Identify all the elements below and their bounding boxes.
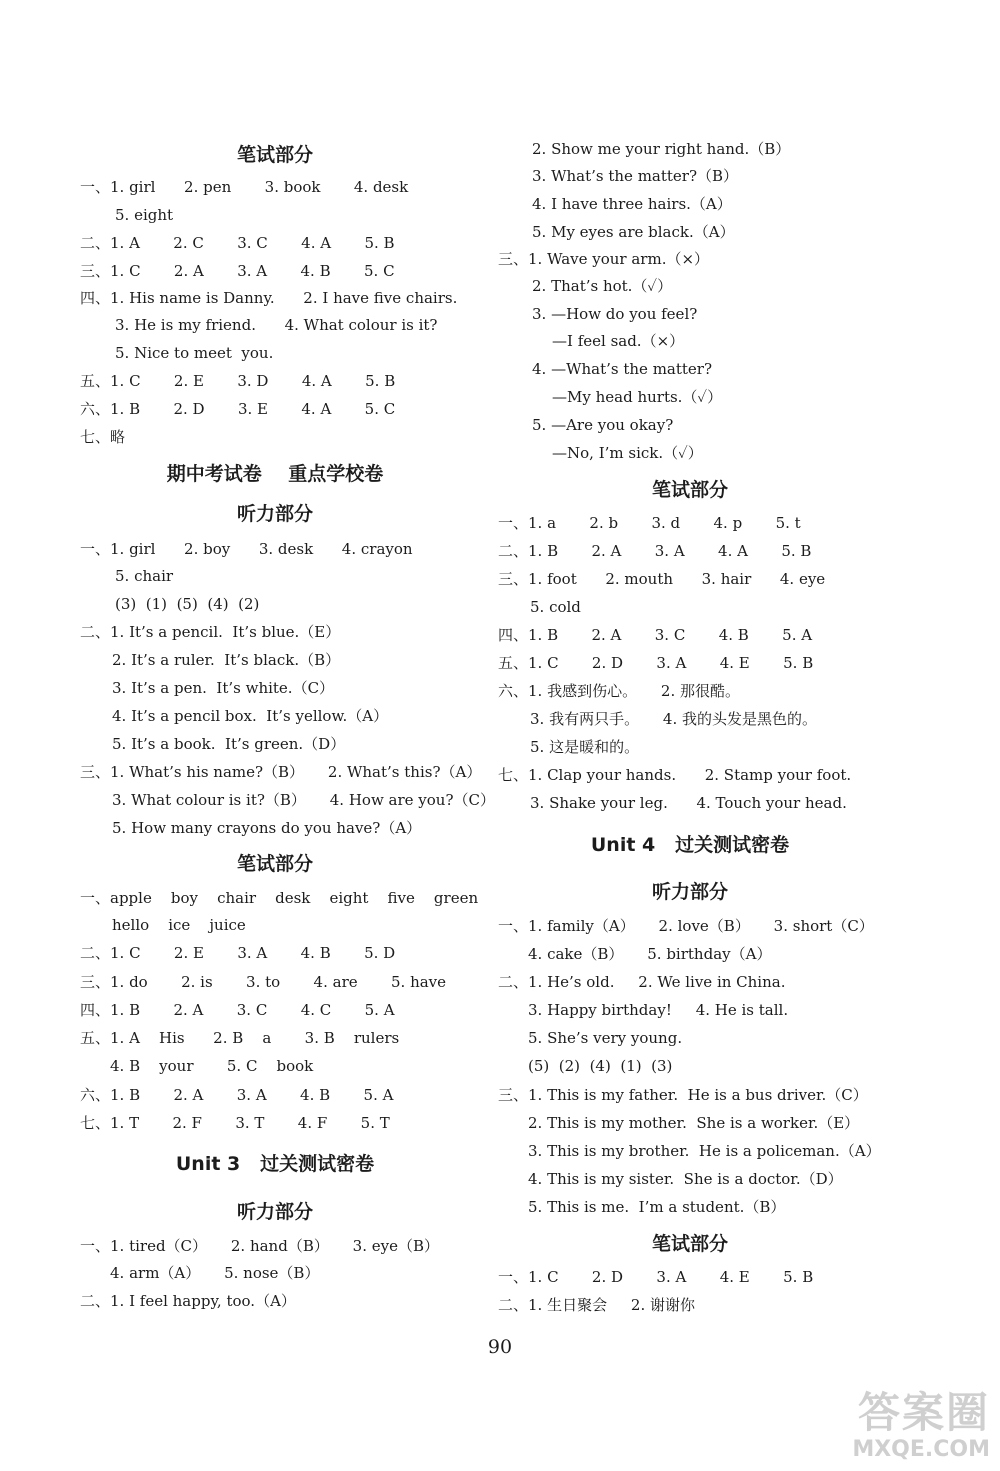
answer-line: 5. This is me. I’m a student.（B） <box>528 1198 786 1216</box>
answer-line: 2. That’s hot.（✓） <box>532 277 673 295</box>
answer-line: 3. 我有两只手。 4. 我的头发是黑色的。 <box>530 710 818 728</box>
answer-line: 二、1. He’s old. 2. We live in China. <box>498 973 786 991</box>
answer-line: (5) (2) (4) (1) (3) <box>528 1057 673 1075</box>
answer-line: 5. —Are you okay? <box>532 416 674 434</box>
answer-line: 七、1. Clap your hands. 2. Stamp your foot. <box>498 766 852 784</box>
answer-line: 3. What’s the matter?（B） <box>532 167 739 185</box>
unit4-label: Unit 4 <box>590 834 656 856</box>
answer-line: 三、1. do 2. is 3. to 4. are 5. have <box>80 973 447 991</box>
answer-line: 5. How many crayons do you have?（A） <box>112 819 422 837</box>
answer-line: 二、1. I feel happy, too.（A） <box>80 1292 296 1310</box>
answer-line: —My head hurts.（✓） <box>552 388 723 406</box>
answer-line: 5. cold <box>530 598 581 616</box>
midterm-exam-heading: 期中考试卷 重点学校卷 <box>166 463 384 485</box>
answer-line: 五、1. C 2. E 3. D 4. A 5. B <box>80 372 396 390</box>
answer-line: 一、1. family（A） 2. love（B） 3. short（C） <box>498 917 874 935</box>
watermark-logo: 答案圈 <box>857 1388 990 1437</box>
page-number: 90 <box>487 1336 513 1358</box>
answer-line: 5. 这是暖和的。 <box>530 738 640 756</box>
answer-line: 3. Shake your leg. 4. Touch your head. <box>530 794 847 812</box>
answer-line: 3. —How do you feel? <box>532 305 698 323</box>
answer-line: 六、1. B 2. A 3. A 4. B 5. A <box>80 1086 394 1104</box>
answer-line: 三、1. What’s his name?（B） 2. What’s this?（A） <box>80 763 482 781</box>
answer-line: 二、1. 生日聚会 2. 谢谢你 <box>498 1296 696 1314</box>
answer-line: 3. What colour is it?（B） 4. How are you?（C） <box>112 791 495 809</box>
answer-line: 三、1. This is my father. He is a bus driver.（C） <box>498 1086 868 1104</box>
answer-line: 4. cake（B） 5. birthday（A） <box>528 945 772 963</box>
answer-line: 四、1. B 2. A 3. C 4. C 5. A <box>80 1001 395 1019</box>
answer-line: 一、1. a 2. b 3. d 4. p 5. t <box>498 514 801 532</box>
answer-line: 七、1. T 2. F 3. T 4. F 5. T <box>80 1114 390 1132</box>
answer-line: —I feel sad.（×） <box>552 332 685 350</box>
answer-line: 二、1. A 2. C 3. C 4. A 5. B <box>80 234 395 252</box>
answer-line: 二、1. C 2. E 3. A 4. B 5. D <box>80 944 396 962</box>
answer-line: 3. This is my brother. He is a policeman.（A） <box>528 1142 881 1160</box>
answer-line: 五、1. A His 2. B a 3. B rulers <box>80 1029 400 1047</box>
answer-line: 三、1. C 2. A 3. A 4. B 5. C <box>80 262 395 280</box>
answer-line: 一、1. C 2. D 3. A 4. E 5. B <box>498 1268 814 1286</box>
answer-line: 4. B your 5. C book <box>110 1057 314 1075</box>
answer-line: 5. She’s very young. <box>528 1029 683 1047</box>
answer-line: 一、1. tired（C） 2. hand（B） 3. eye（B） <box>80 1237 440 1255</box>
section-heading-written-3: 笔试部分 <box>651 479 728 501</box>
answer-line: 4. It’s a pencil box. It’s yellow.（A） <box>112 707 389 725</box>
unit4-heading <box>495 833 885 857</box>
unit3-heading <box>80 1152 470 1176</box>
watermark <box>800 1388 990 1468</box>
answer-line: 五、1. C 2. D 3. A 4. E 5. B <box>498 654 814 672</box>
answer-line: 5. Nice to meet you. <box>115 344 274 362</box>
answer-line: 5. eight <box>115 206 174 224</box>
answer-line: hello ice juice <box>112 916 246 934</box>
unit4-title: 过关测试密卷 <box>675 834 790 856</box>
answer-line: 六、1. 我感到伤心。 2. 那很酷。 <box>498 682 741 700</box>
answer-line: 5. chair <box>115 567 174 585</box>
answer-line: 四、1. B 2. A 3. C 4. B 5. A <box>498 626 813 644</box>
section-heading-written-2: 笔试部分 <box>236 853 313 875</box>
answer-line: 4. I have three hairs.（A） <box>532 195 732 213</box>
answer-line: 三、1. foot 2. mouth 3. hair 4. eye <box>498 570 826 588</box>
answer-line: 3. It’s a pen. It’s white.（C） <box>112 679 335 697</box>
answer-line: 2. Show me your right hand.（B） <box>532 140 791 158</box>
answer-line: 六、1. B 2. D 3. E 4. A 5. C <box>80 400 396 418</box>
answer-line: 2. It’s a ruler. It’s black.（B） <box>112 651 341 669</box>
section-heading-listening-2: 听力部分 <box>236 1201 313 1223</box>
unit3-label: Unit 3 <box>175 1153 241 1175</box>
unit3-title: 过关测试密卷 <box>260 1153 375 1175</box>
answer-line: (3) (1) (5) (4) (2) <box>115 595 260 613</box>
answer-line: 七、略 <box>80 428 126 446</box>
answer-line: 2. This is my mother. She is a worker.（E） <box>528 1114 860 1132</box>
answer-line: 5. My eyes are black.（A） <box>532 223 735 241</box>
answer-line: 一、1. girl 2. pen 3. book 4. desk <box>80 178 409 196</box>
answer-line: 4. arm（A） 5. nose（B） <box>110 1264 320 1282</box>
answer-line: 5. It’s a book. It’s green.（D） <box>112 735 346 753</box>
watermark-url: MXQE.COM <box>852 1437 990 1462</box>
answer-line: 3. Happy birthday! 4. He is tall. <box>528 1001 789 1019</box>
section-heading-listening-1: 听力部分 <box>236 503 313 525</box>
answer-line: 3. He is my friend. 4. What colour is it? <box>115 316 438 334</box>
answer-line: 4. This is my sister. She is a doctor.（D） <box>528 1170 843 1188</box>
answer-line: 一、apple boy chair desk eight five green <box>80 889 479 907</box>
answer-line: —No, I’m sick.（✓） <box>552 444 703 462</box>
section-heading-written-1: 笔试部分 <box>236 144 313 166</box>
answer-line: 二、1. It’s a pencil. It’s blue.（E） <box>80 623 341 641</box>
answer-line: 三、1. Wave your arm.（×） <box>498 250 710 268</box>
answer-line: 四、1. His name is Danny. 2. I have five chairs. <box>80 289 458 307</box>
section-heading-written-4: 笔试部分 <box>651 1233 728 1255</box>
answer-line: 4. —What’s the matter? <box>532 360 713 378</box>
answer-line: 二、1. B 2. A 3. A 4. A 5. B <box>498 542 812 560</box>
answer-line: 一、1. girl 2. boy 3. desk 4. crayon <box>80 540 413 558</box>
section-heading-listening-3: 听力部分 <box>651 881 728 903</box>
